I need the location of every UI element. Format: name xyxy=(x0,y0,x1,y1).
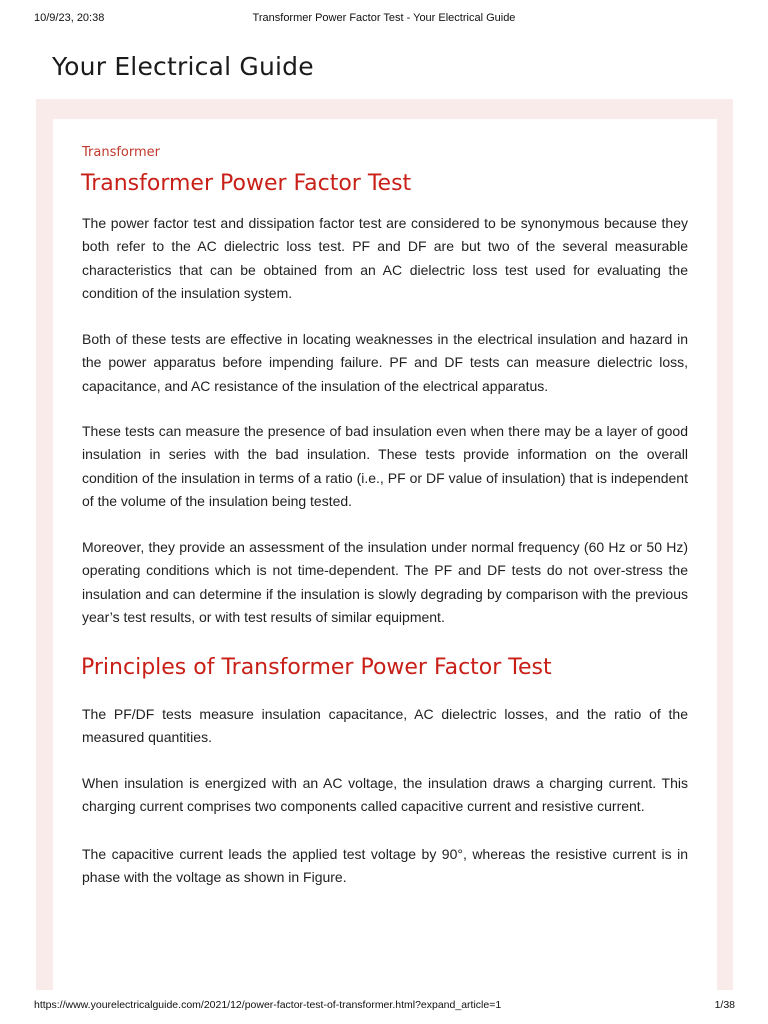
article-paragraph-6: When insulation is energized with an AC voltage, the insulation draws a charging current. This charging current comprises two components called capacitive current and resistive current. xyxy=(82,775,688,815)
article-paragraph-7: The capacitive current leads the applied test voltage by 90°, whereas the resistive current is in phase with the voltage as shown in Figure. xyxy=(82,846,688,886)
print-datetime: 10/9/23, 20:38 xyxy=(34,12,105,24)
print-page-number: 1/38 xyxy=(714,999,735,1011)
print-footer-url: https://www.yourelectricalguide.com/2021/12/power-factor-test-of-transformer.html?expand_article=1 xyxy=(34,999,502,1011)
article-paragraph-4: Moreover, they provide an assessment of the insulation under normal frequency (60 Hz or 50 Hz) operating conditions which is not time-dependent. The PF and DF tests do not over-stress the insulation and can determine if the insulation is slowly degrading by comparison with the previous year’s test results, or with test results of similar equipment. xyxy=(82,539,688,625)
article-paragraph-1: The power factor test and dissipation factor test are considered to be synonymous because they both refer to the AC dielectric loss test. PF and DF are but two of the several measurable characteristics that can be obtained from an AC dielectric loss test used for evaluating the condition of the insulation system. xyxy=(82,215,688,301)
article-heading: Transformer Power Factor Test xyxy=(81,171,412,196)
print-footer xyxy=(0,990,768,1024)
site-title[interactable]: Your Electrical Guide xyxy=(52,52,314,81)
article-category-link[interactable]: Transformer xyxy=(82,145,161,160)
print-document-title: Transformer Power Factor Test - Your Electrical Guide xyxy=(252,12,516,24)
article-paragraph-3: These tests can measure the presence of bad insulation even when there may be a layer of good insulation in series with the bad insulation. These tests provide information on the overall condition of the insulation in terms of a ratio (i.e., PF or DF value of insulation) that is independent of the volume of the insulation being tested. xyxy=(82,423,688,509)
article-paragraph-2: Both of these tests are effective in locating weaknesses in the electrical insulation and hazard in the power apparatus before impending failure. PF and DF tests can measure dielectric loss, capacitance, and AC resistance of the insulation of the electrical apparatus. xyxy=(82,331,688,394)
article-subheading: Principles of Transformer Power Factor Test xyxy=(81,655,552,680)
article-paragraph-5: The PF/DF tests measure insulation capacitance, AC dielectric losses, and the ratio of the measured quantities. xyxy=(82,706,688,746)
print-header xyxy=(0,0,768,24)
